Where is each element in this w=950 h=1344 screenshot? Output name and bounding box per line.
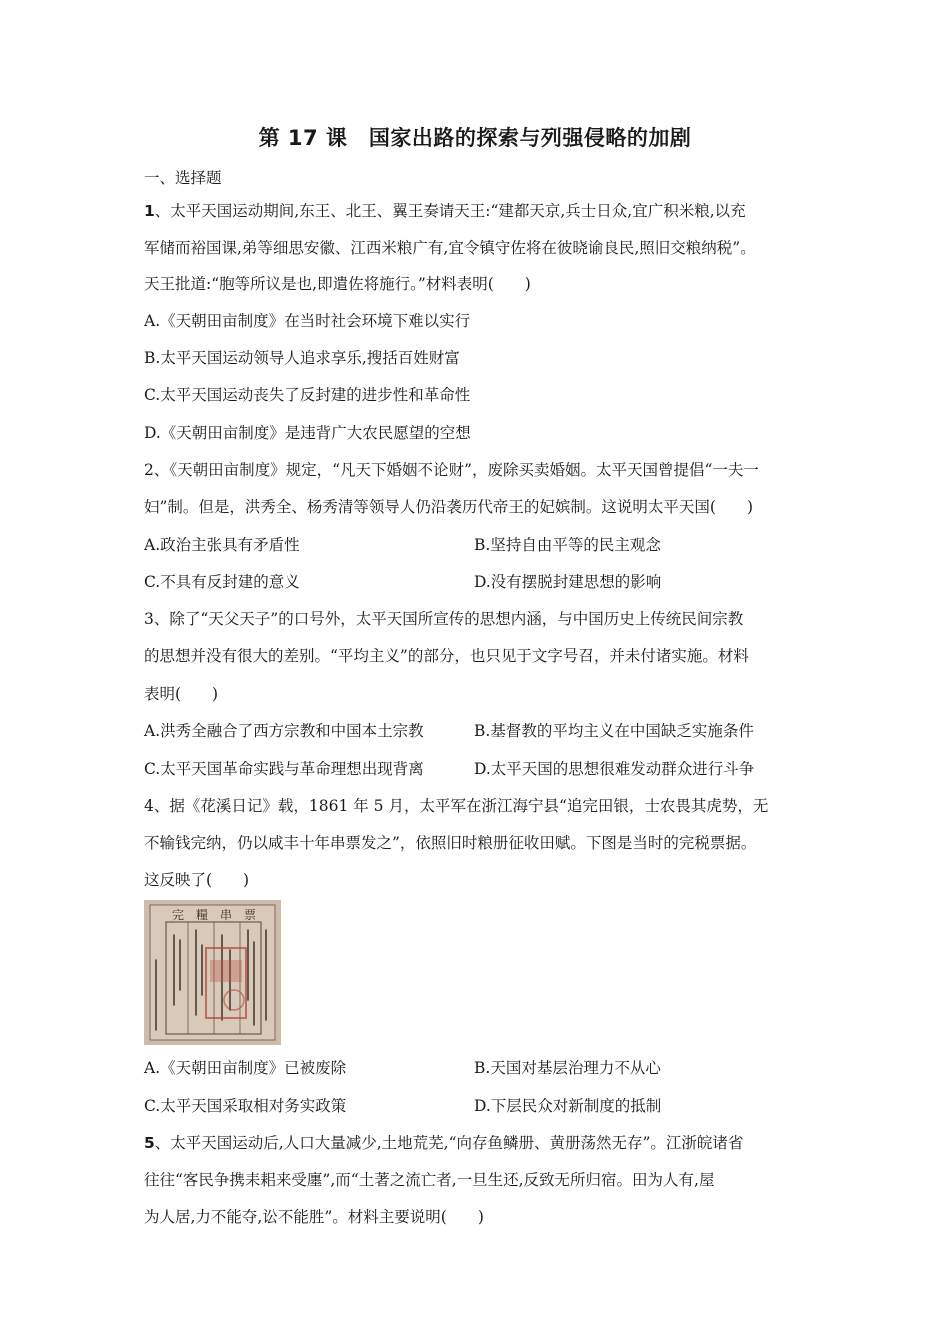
question-1-line-1	[144, 200, 746, 222]
question-2-option-b: B.坚持自由平等的民主观念	[474, 536, 661, 554]
question-5-number: 5	[144, 1134, 155, 1152]
question-1-text: 、太平天国运动期间,东王、北王、翼王奏请天王:“建都天京,兵士日众,宜广积米粮,以充	[154, 202, 746, 220]
section-heading: 一、选择题	[144, 169, 222, 187]
page-title: 第 17 课 国家出路的探索与列强侵略的加剧	[258, 126, 692, 150]
question-3-option-a: A.洪秀全融合了西方宗教和中国本土宗教	[144, 722, 424, 740]
question-2-line-1: 2、《天朝田亩制度》规定，“凡天下婚姻不论财”，废除买卖婚姻。太平天国曾提倡“一夫一	[144, 461, 759, 479]
question-4-option-a: A.《天朝田亩制度》已被废除	[144, 1059, 347, 1077]
question-2-option-a: A.政治主张具有矛盾性	[144, 536, 300, 554]
question-1-line-3: 天王批道:“胞等所议是也,即遣佐将施行。”材料表明( )	[144, 275, 531, 293]
question-3-line-3: 表明( )	[144, 685, 219, 703]
tax-receipt-image	[144, 900, 281, 1045]
question-2-option-d: D.没有摆脱封建思想的影响	[474, 573, 662, 591]
question-2-line-2: 妇”制。但是，洪秀全、杨秀清等领导人仍沿袭历代帝王的妃嫔制。这说明太平天国( )	[144, 498, 754, 516]
question-1-line-2: 军储而裕国课,弟等细思安徽、江西米粮广有,宜令镇守佐将在彼晓谕良民,照旧交粮纳税”。	[144, 239, 756, 257]
question-5-line-1	[144, 1132, 743, 1154]
question-5-line-3: 为人居,力不能夺,讼不能胜”。材料主要说明( )	[144, 1208, 484, 1226]
question-4-line-3: 这反映了( )	[144, 871, 250, 889]
question-4-option-c: C.太平天国采取相对务实政策	[144, 1097, 347, 1115]
question-3-option-d: D.太平天国的思想很难发动群众进行斗争	[474, 760, 755, 778]
question-4-line-2: 不输钱完纳，仍以咸丰十年串票发之”，依照旧时粮册征收田赋。下图是当时的完税票据。	[144, 834, 757, 852]
question-4-option-b: B.天国对基层治理力不从心	[474, 1059, 661, 1077]
question-3-option-c: C.太平天国革命实践与革命理想出现背离	[144, 760, 424, 778]
question-4-line-1: 4、据《花溪日记》载，1861 年 5 月，太平军在浙江海宁县“追完田银，士农畏其虎势，无	[144, 797, 769, 815]
question-4-option-d: D.下层民众对新制度的抵制	[474, 1097, 662, 1115]
question-2-option-c: C.不具有反封建的意义	[144, 573, 300, 591]
question-5-text: 、太平天国运动后,人口大量减少,土地荒芜,“向存鱼鳞册、黄册荡然无存”。江浙皖诸省	[154, 1134, 744, 1152]
question-3-line-1: 3、除了“天父天子”的口号外，太平天国所宣传的思想内涵，与中国历史上传统民间宗教	[144, 610, 744, 628]
question-1-option-d: D.《天朝田亩制度》是违背广大农民愿望的空想	[144, 424, 471, 442]
question-1-option-b: B.太平天国运动领导人追求享乐,搜括百姓财富	[144, 349, 460, 367]
question-5-line-2: 往往“客民争携耒耜来受廛”,而“土著之流亡者,一旦生还,反致无所归宿。田为人有,屋	[144, 1171, 715, 1189]
question-1-number: 1	[144, 202, 155, 220]
receipt-heading: 完糧串票	[172, 908, 269, 922]
question-1-option-a: A.《天朝田亩制度》在当时社会环境下难以实行	[144, 312, 471, 330]
question-1-option-c: C.太平天国运动丧失了反封建的进步性和革命性	[144, 386, 471, 404]
question-3-line-2: 的思想并没有很大的差别。“平均主义”的部分，也只见于文字号召，并未付诸实施。材料	[144, 647, 749, 665]
question-3-option-b: B.基督教的平均主义在中国缺乏实施条件	[474, 722, 754, 740]
